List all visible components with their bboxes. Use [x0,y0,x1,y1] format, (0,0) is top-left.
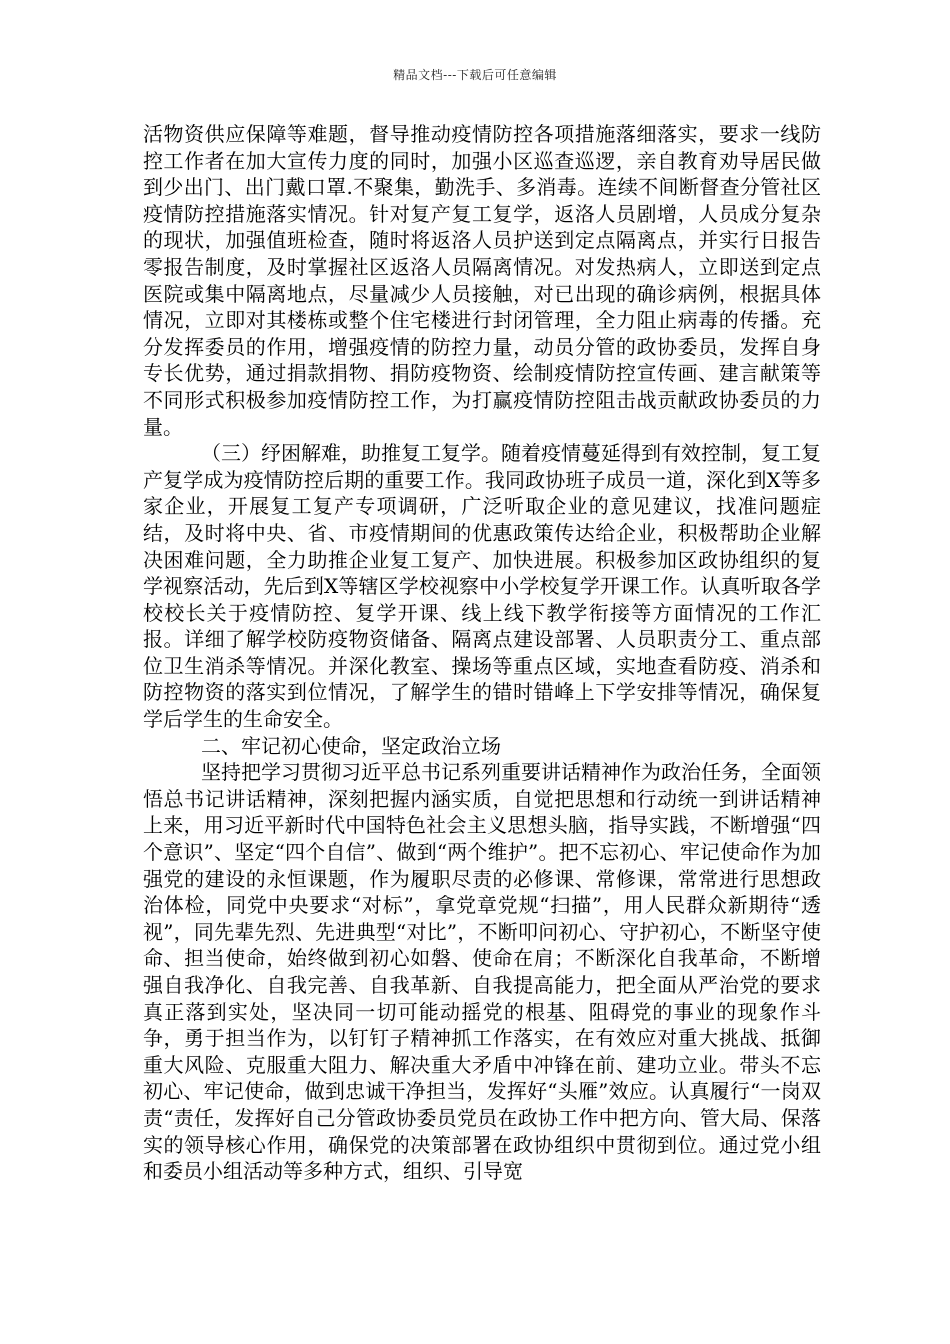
page-header: 精品文档---下载后可任意编辑 [393,68,557,82]
document-body [143,121,821,1185]
section-heading: 二、牢记初心使命，坚定政治立场 [201,733,501,758]
paragraph-epidemic-control-continued: 活物资供应保障等难题，督导推动疫情防控各项措施落细落实，要求一线防控工作者在加大宣传力度的同时，加强小区巡查巡逻，亲自教育劝导居民做到少出门、出门戴口罩.不聚集，勤洗手、多消毒。连续不间断督查分管社区疫情防控措施落实情况。针对复产复工复学，返洛人员剧增，人员成分复杂的现状，加强值班检查，随时将返洛人员护送到定点隔离点，并实行日报告零报告制度，及时掌握社区返洛人员隔离情况。对发热病人，立即送到定点医院或集中隔离地点，尽量减少人员接触，对已出现的确诊病例，根据具体情况，立即对其楼栋或整个住宅楼进行封闭管理，全力阻止病毒的传播。充分发挥委员的作用，增强疫情的防控力量，动员分管的政协委员，发挥自身专长优势，通过捐款捐物、捐防疫物资、绘制疫情防控宣传画、建言献策等不同形式积极参加疫情防控工作，为打赢疫情防控阻击战贡献政协委员的力量。 [143,122,821,439]
paragraph-resume-work-school: （三）纾困解难，助推复工复学。随着疫情蔓延得到有效控制，复工复产复学成为疫情防控后期的重要工作。我同政协班子成员一道，深化到X等多家企业，开展复工复产专项调研，广泛听取企业的意见建议，找准问题症结，及时将中央、省、市疫情期间的优惠政策传达给企业，积极帮助企业解决困难问题，全力助推企业复工复产、加快进展。积极参加区政协组织的复学视察活动，先后到X等辖区学校视察中小学校复学开课工作。认真听取各学校校长关于疫情防控、复学开课、线上线下教学衔接等方面情况的工作汇报。详细了解学校防疫物资储备、隔离点建设部署、人员职责分工、重点部位卫生消杀等情况。并深化教室、操场等重点区域，实地查看防疫、消杀和防控物资的落实到位情况，了解学生的错时错峰上下学安排等情况，确保复学后学生的生命安全。 [143,441,821,732]
paragraph-political-stance: 坚持把学习贯彻习近平总书记系列重要讲话精神作为政治任务，全面领悟总书记讲话精神，深刻把握内涵实质，自觉把思想和行动统一到讲话精神上来，用习近平新时代中国特色社会主义思想头脑，指导实践，不断增强“四个意识”、坚定“四个自信”、做到“两个维护”。把不忘初心、牢记使命作为加强党的建设的永恒课题，作为履职尽责的必修课、常修课，常常进行思想政治体检，同党中央要求“对标”，拿党章党规“扫描”，用人民群众新期待“透视”，同先辈先烈、先进典型“对比”，不断叩问初心、守护初心，不断坚守使命、担当使命，始终做到初心如磐、使命在肩；不断深化自我革命，不断增强自我净化、自我完善、自我革新、自我提高能力，把全面从严治党的要求真正落到实处，坚决同一切可能动摇党的根基、阻碍党的事业的现象作斗争，勇于担当作为，以钉钉子精神抓工作落实，在有效应对重大挑战、抵御重大风险、克服重大阻力、解决重大矛盾中冲锋在前、建功立业。带头不忘初心、牢记使命，做到忠诚干净担当，发挥好“头雁”效应。认真履行“一岗双责“责任，发挥好自己分管政协委员党员在政协工作中把方向、管大局、保落实的领导核心作用，确保党的决策部署在政协组织中贯彻到位。通过党小组和委员小组活动等多种方式，组织、引导宽 [143,760,821,1184]
